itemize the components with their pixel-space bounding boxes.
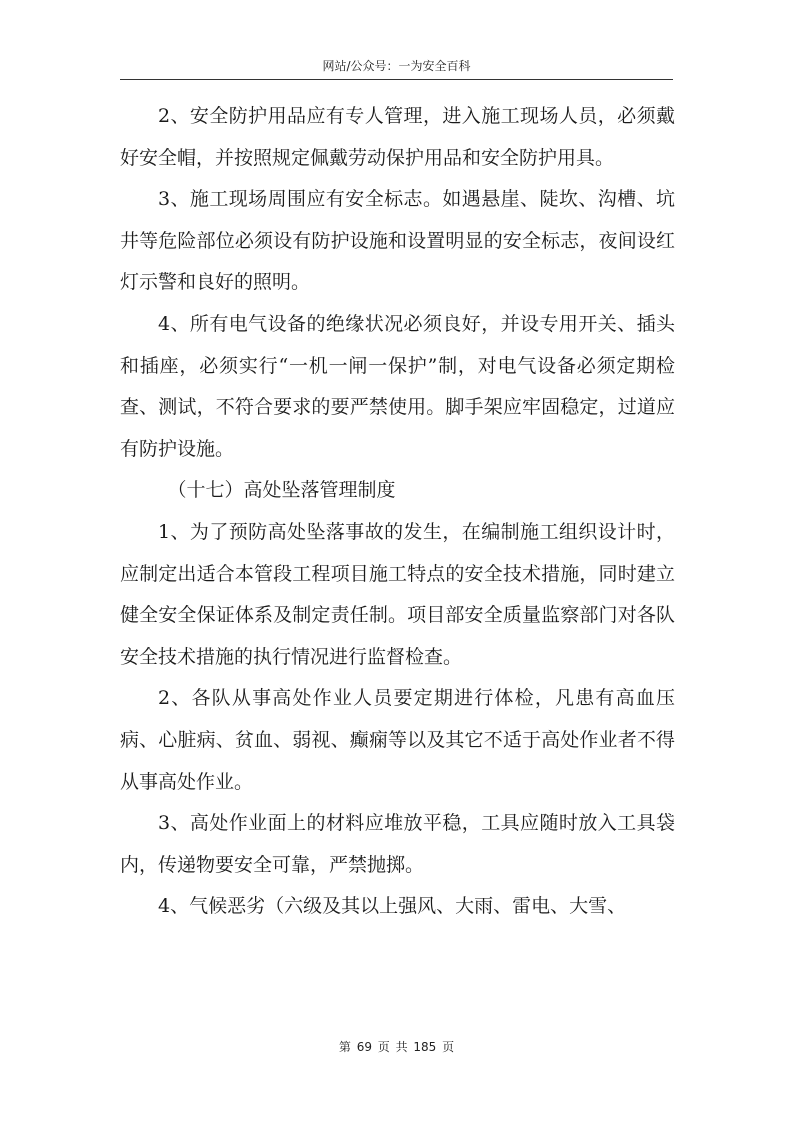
paragraph-item-2-protective-equipment: 2、安全防护用品应有专人管理，进入施工现场人员，必须戴好安全帽，并按照规定佩戴劳动保护用品和安全防护用具。 <box>120 105 675 169</box>
document-body <box>120 96 675 928</box>
paragraph-item-4-electrical-equipment: 4、所有电气设备的绝缘状况必须良好，并设专用开关、插头和插座，必须实行“一机一闸一保护”制，对电气设备必须定期检查、测试，不符合要求的要严禁使用。脚手架应牢固稳定，过道应有防护设施。 <box>120 312 675 460</box>
paragraph-item-3-safety-signs: 3、施工现场周围应有安全标志。如遇悬崖、陡坎、沟槽、坑井等危险部位必须设有防护设施和设置明显的安全标志，夜间设红灯示警和良好的照明。 <box>120 188 675 294</box>
paragraph-item-4-bad-weather: 4、气候恶劣（六级及其以上强风、大雨、雷电、大雪、 <box>158 895 627 918</box>
paragraph-item-2-health-checks: 2、各队从事高处作业人员要定期进行体检，凡患有高血压病、心脏病、贫血、弱视、癫痫等以及其它不适于高处作业者不得从事高处作业。 <box>120 687 675 793</box>
page-footer <box>0 1037 793 1057</box>
header-site-label: 网站/公众号：一为安全百科 <box>322 59 471 73</box>
page-header <box>120 53 673 80</box>
paragraph-item-3-material-storage: 3、高处作业面上的材料应堆放平稳，工具应随时放入工具袋内，传递物要安全可靠，严禁抛掷。 <box>120 812 675 876</box>
page-number: 第 69 页 共 185 页 <box>338 1040 455 1054</box>
section-heading-fall-prevention: （十七）高处坠落管理制度 <box>167 479 396 502</box>
paragraph-item-1-fall-prevention-measures: 1、为了预防高处坠落事故的发生，在编制施工组织设计时，应制定出适合本管段工程项目施工特点的安全技术措施，同时建立健全安全保证体系及制定责任制。项目部安全质量监察部门对各队安全技术措施的执行情况进行监督检查。 <box>120 520 675 668</box>
